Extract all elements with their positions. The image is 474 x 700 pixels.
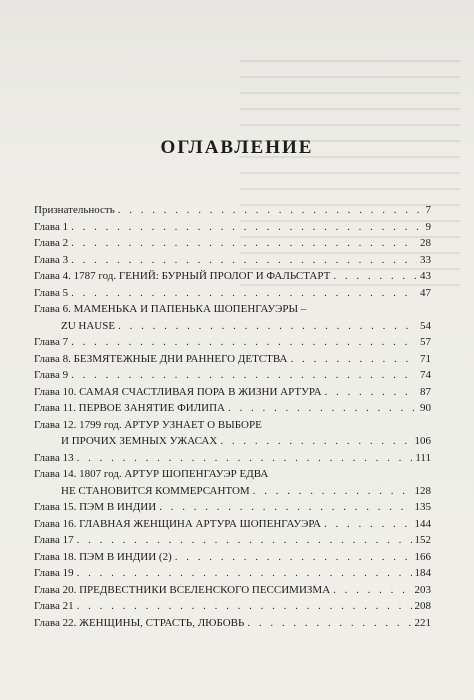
toc-entry-page: 7 [425,204,431,216]
toc-entry [34,301,431,334]
toc-entry-page: 221 [414,616,431,629]
toc-entry-page: 74 [420,369,431,381]
toc-entry [34,565,431,582]
toc-entry-label-continued: И ПРОЧИХ ЗЕМНЫХ УЖАСАХ [61,435,218,447]
toc-entry-page: 9 [425,220,431,233]
toc-entry-label: Глава 9 [34,369,69,381]
toc-entry-label: Глава 13 [34,451,74,464]
toc-entry-page: 71 [420,352,431,365]
toc-entry [34,235,431,252]
toc-entry [34,219,431,236]
toc-entry [34,549,431,566]
toc-entry-page: 106 [414,435,431,447]
toc-entry-label: Глава 2 [34,237,69,249]
toc-entry-label: Глава 4. 1787 год. ГЕНИЙ: БУРНЫЙ ПРОЛОГ И ФАЛЬСТАРТ [34,270,331,282]
toc-entry-page: 90 [420,402,431,414]
toc-entry [34,598,431,615]
toc-entry [34,450,431,467]
toc-entry [34,268,431,285]
toc-entry-page: 28 [420,237,431,249]
toc-entry-page: 144 [414,517,431,530]
toc-entry [34,417,431,450]
toc-entry-label: Глава 22. ЖЕНЩИНЫ, СТРАСТЬ, ЛЮБОВЬ [34,616,245,629]
toc-entry-page: 54 [420,319,431,332]
toc-entry-label: Глава 12. 1799 год. АРТУР УЗНАЕТ О ВЫБОРЕ [34,418,262,431]
toc-entry [34,252,431,269]
toc-entry [34,202,431,219]
toc-entry-label: Глава 21 [34,600,74,612]
toc-entry-label-continued: ZU HAUSE [61,319,116,332]
toc-entry-label: Признательность [34,204,115,216]
toc-entry-label: Глава 6. МАМЕНЬКА И ПАПЕНЬКА ШОПЕНГАУЭРЫ – [34,303,307,315]
toc-entry-label: Глава 3 [34,253,69,266]
toc-entry [34,466,431,499]
toc-entry-label: Глава 1 [34,220,69,233]
toc-entry-label: Глава 16. ГЛАВНАЯ ЖЕНЩИНА АРТУРА ШОПЕНГАУЭРА [34,517,321,530]
toc-heading: ОГЛАВЛЕНИЕ [160,137,314,158]
toc-entry-label: Глава 7 [34,336,69,348]
toc-entry-page: 184 [414,567,431,579]
toc-entry-page: 47 [420,286,431,299]
toc-entry-page: 203 [414,583,431,596]
toc-entry-label: Глава 5 [34,286,69,299]
toc-entry-label: Глава 8. БЕЗМЯТЕЖНЫЕ ДНИ РАННЕГО ДЕТСТВА [34,352,288,365]
toc-entry-page: 87 [420,385,431,398]
toc-entry-label: Глава 14. 1807 год. АРТУР ШОПЕНГАУЭР ЕДВА [34,468,269,480]
toc-entry-label: Глава 10. САМАЯ СЧАСТЛИВАЯ ПОРА В ЖИЗНИ АРТУРА [34,385,322,398]
toc-entry-page: 135 [414,501,431,513]
toc-entry-page: 111 [415,451,431,464]
toc-entry [34,367,431,384]
toc-entry-label: Глава 19 [34,567,74,579]
toc-entry-label: Глава 20. ПРЕДВЕСТНИКИ ВСЕЛЕНСКОГО ПЕССИМИЗМА [34,583,331,596]
toc-entry [34,285,431,302]
toc-entry-page: 152 [414,534,431,546]
toc-entry [34,582,431,599]
toc-entry-label: Глава 17 [34,534,74,546]
toc-entry-label: Глава 15. ПЭМ В ИНДИИ [34,501,157,513]
toc-entry-label: Глава 18. ПЭМ В ИНДИИ (2) [34,550,172,563]
toc-entry [34,351,431,368]
toc-entry [34,615,431,632]
toc-entry-label: Глава 11. ПЕРВОЕ ЗАНЯТИЕ ФИЛИПА [34,402,226,414]
toc-entry-page: 128 [414,484,431,497]
toc-entry [34,532,431,549]
toc-entry-label-continued: НЕ СТАНОВИТСЯ КОММЕРСАНТОМ [61,484,250,497]
toc-entry-page: 33 [420,253,431,266]
toc-entry-page: 208 [414,600,431,612]
toc-entry-page: 57 [420,336,431,348]
toc-entry-page: 166 [414,550,431,563]
toc-entry [34,499,431,516]
toc-list [34,202,431,631]
toc-entry [34,400,431,417]
toc-entry [34,384,431,401]
toc-entry-page: 43 [420,270,431,282]
toc-entry [34,334,431,351]
toc-entry [34,516,431,533]
